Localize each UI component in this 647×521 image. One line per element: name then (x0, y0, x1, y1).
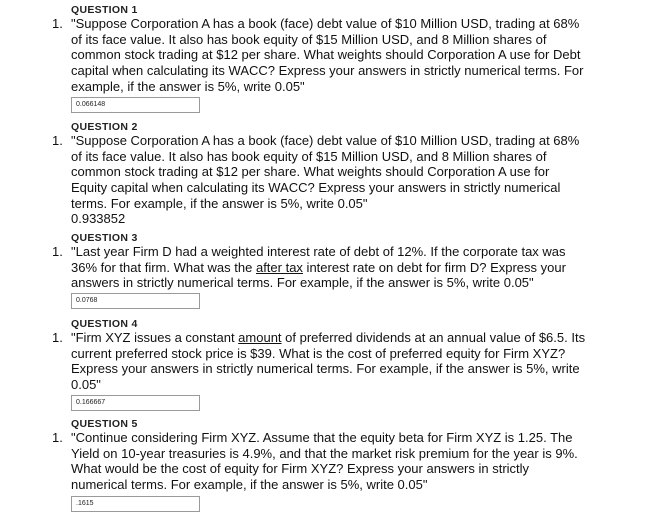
question-text-part: interest rate on debt for firm D? Express your answers in strictly numerical terms. For example, if the answer is 5%, write 0.05" (71, 259, 566, 291)
underlined-term: amount (238, 330, 282, 345)
underlined-term: after tax (255, 259, 303, 275)
question-header: QUESTION 2 (71, 121, 138, 133)
question-header: QUESTION 4 (71, 318, 138, 330)
question-header: QUESTION 5 (71, 418, 138, 430)
question-header: QUESTION 3 (71, 232, 138, 244)
question-text-part: of preferred dividends at an annual value of $6.5. Its current preferred stock price is $39. What is the cost of preferred equity for Firm XYZ? Express your answers in strictly numerical terms. For example, if the answer is 5%, write 0.05" (71, 330, 586, 393)
question-text: "Suppose Corporation A has a book (face) debt value of $10 Million USD, trading at 68% of its face value. It also has book equity of $15 Million USD, and 8 Million shares of common stock trading at $12 per share. What weights should Corporation A use for Equity capital when calculating its WACC? Express your answers in strictly numerical terms. For example, if the answer is 5%, write 0.05" (71, 133, 580, 211)
answer-field[interactable]: 0.066148 (71, 97, 200, 113)
question-text (71, 244, 586, 291)
question-text: "Suppose Corporation A has a book (face) debt value of $10 Million USD, trading at 68% of its face value. It also has book equity of $15 Million USD, and 8 Million shares of common stock trading at $12 per share. What weights should Corporation A use for Debt capital when calculating its WACC? Express your answers in strictly numerical terms. For example, if the answer is 5%, write 0.05" (71, 16, 584, 94)
answer-field[interactable]: 0.166667 (71, 395, 200, 411)
question-text-part: "Last year Firm D had a weighted interest rate of debt of 12%. If the corporate tax was 36% for that firm. What was the (71, 244, 566, 275)
question-text (71, 330, 586, 393)
question-number: 1. (52, 133, 63, 148)
question-text: "Continue considering Firm XYZ. Assume that the equity beta for Firm XYZ is 1.25. The Yield on 10-year treasuries is 4.9%, and that the market risk premium for the year is 9%. What would be the cost of equity for Firm XYZ? Express your answers in strictly numerical terms. For example, if the answer is 5%, write 0.05" (71, 430, 578, 493)
answer-value: 0.933852 (71, 211, 126, 226)
answer-field[interactable]: .1615 (71, 496, 200, 512)
question-header: QUESTION 1 (71, 4, 138, 16)
answer-field[interactable]: 0.0768 (71, 293, 200, 309)
question-number: 1. (52, 330, 63, 345)
question-number: 1. (52, 244, 63, 259)
question-number: 1. (52, 430, 63, 445)
question-number: 1. (52, 16, 63, 31)
question-text-part: "Firm XYZ issues a constant (71, 330, 239, 345)
